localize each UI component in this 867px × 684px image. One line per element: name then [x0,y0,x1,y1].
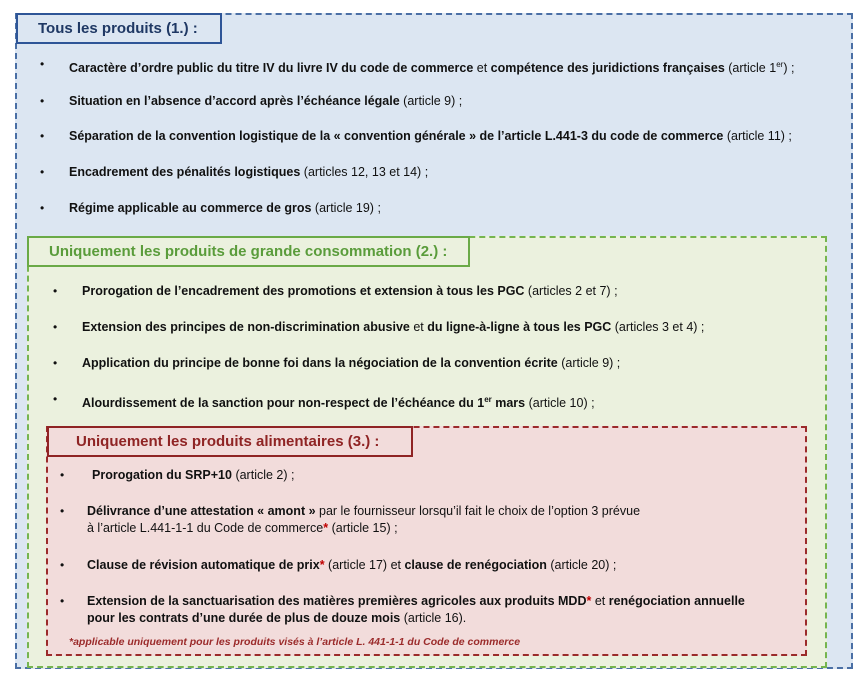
s3-item-1: Prorogation du SRP+10 (article 2) ; [92,468,295,482]
s3-item-3: Clause de révision automatique de prix* (article 17) et clause de renégociation (article 20) ; [87,558,617,572]
s2-item-4: Alourdissement de la sanction pour non-respect de l’échéance du 1er mars (article 10) ; [82,395,595,411]
bullet: • [60,504,65,518]
s2-item-2: Extension des principes de non-discrimination abusive et du ligne-à-ligne à tous les PGC (articles 3 et 4) ; [82,320,705,334]
bullet: • [60,594,65,608]
s2-item-3: Application du principe de bonne foi dans la négociation de la convention écrite (article 9) ; [82,356,621,370]
section1-title: Tous les produits (1.) : [16,13,222,44]
bullet: • [40,201,45,215]
bullet: • [53,392,58,406]
s1-item-5: Régime applicable au commerce de gros (article 19) ; [69,201,381,215]
bullet: • [53,320,58,334]
section2-title: Uniquement les produits de grande consommation (2.) : [27,236,470,267]
bullet: • [40,165,45,179]
s1-item-1: Caractère d’ordre public du titre IV du livre IV du code de commerce et compétence des juridictions françaises (article 1er) ; [69,60,795,76]
bullet: • [53,356,58,370]
bullet: • [60,558,65,572]
bullet: • [53,284,58,298]
section3-title: Uniquement les produits alimentaires (3.) : [47,426,413,457]
footnote: *applicable uniquement pour les produits visés à l’article L. 441-1-1 du Code de commerce [69,636,521,648]
s1-item-2: Situation en l’absence d’accord après l’échéance légale (article 9) ; [69,94,463,108]
bullet: • [40,129,45,143]
s3-item-2: Délivrance d’une attestation « amont » par le fournisseur lorsqu’il fait le choix de l’option 3 prévue à l’article L.441-1-1 du Code de commerce* (article 15) ; [87,504,641,535]
s3-item-4: Extension de la sanctuarisation des matières premières agricoles aux produits MDD* et renégociation annuelle pour les contrats d’une durée de plus de douze mois (article 16). [87,594,745,625]
s1-item-3: Séparation de la convention logistique de la « convention générale » de l’article L.441-3 du code de commerce (article 11) ; [69,129,792,143]
bullet: • [60,468,65,482]
s1-item-4: Encadrement des pénalités logistiques (articles 12, 13 et 14) ; [69,165,429,179]
s2-item-1: Prorogation de l’encadrement des promotions et extension à tous les PGC (articles 2 et 7) ; [82,284,618,298]
bullet: • [40,57,45,71]
bullet: • [40,94,45,108]
